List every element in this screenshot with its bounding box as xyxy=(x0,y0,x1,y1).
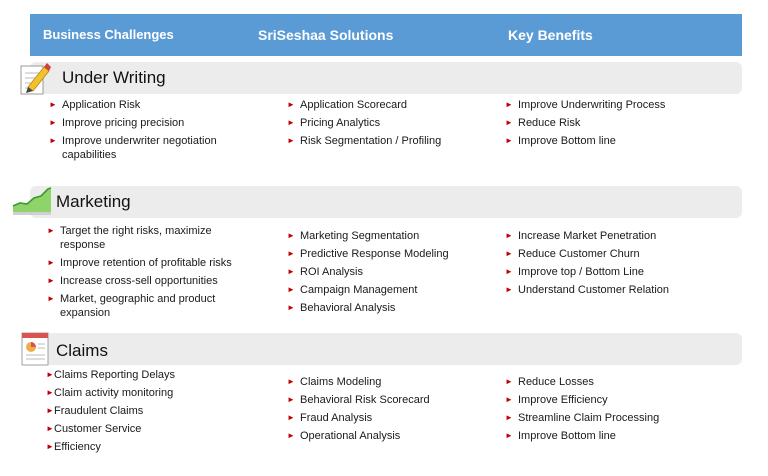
list-item: ► Application Risk xyxy=(49,99,141,111)
list-item: ► Streamline Claim Processing xyxy=(505,412,660,424)
bullet-icon: ► xyxy=(287,118,295,127)
challenges-list-marketing xyxy=(46,224,256,324)
list-item: ► Claims Modeling xyxy=(287,376,382,388)
benefits-list-underwriting xyxy=(504,98,734,152)
bullet-icon: ► xyxy=(47,276,55,285)
bullet-icon: ► xyxy=(287,267,295,276)
bullet-icon: ► xyxy=(505,431,513,440)
bullet-icon: ► xyxy=(47,258,55,267)
bullet-icon: ► xyxy=(505,285,513,294)
header-business-challenges: Business Challenges xyxy=(43,27,174,42)
challenges-list-underwriting xyxy=(48,98,258,166)
section-band-claims xyxy=(30,333,742,365)
list-item: ► Increase cross-sell opportunities xyxy=(47,275,218,287)
bullet-icon: ► xyxy=(505,395,513,404)
list-item: ► Improve underwriter negotiation capabilities xyxy=(49,135,217,161)
bullet-icon: ► xyxy=(47,226,55,235)
bullet-icon: ► xyxy=(505,377,513,386)
list-item: ► Reduce Risk xyxy=(505,117,581,129)
list-item: ► Pricing Analytics xyxy=(287,117,381,129)
list-item: ► Increase Market Penetration xyxy=(505,230,657,242)
bullet-icon: ► xyxy=(505,249,513,258)
bullet-icon: ► xyxy=(46,424,54,433)
list-item: ► Improve retention of profitable risks xyxy=(47,257,232,269)
solutions-list-claims xyxy=(286,375,496,447)
bullet-icon: ► xyxy=(287,285,295,294)
bullet-icon: ► xyxy=(46,370,54,379)
list-item: ► Improve Bottom line xyxy=(505,135,616,147)
list-item: ► Fraudulent Claims xyxy=(46,405,144,417)
list-item: ► Target the right risks, maximize response xyxy=(47,225,212,251)
bullet-icon: ► xyxy=(505,136,513,145)
bullet-icon: ► xyxy=(46,388,54,397)
bullet-icon: ► xyxy=(46,442,54,451)
list-item: ► Application Scorecard xyxy=(287,99,408,111)
list-item: ► Reduce Losses xyxy=(505,376,594,388)
header-key-benefits: Key Benefits xyxy=(508,27,593,43)
bullet-icon: ► xyxy=(287,413,295,422)
header-solutions: SriSeshaa Solutions xyxy=(258,27,394,43)
bullet-icon: ► xyxy=(49,136,57,145)
bullet-icon: ► xyxy=(49,100,57,109)
bullet-icon: ► xyxy=(287,231,295,240)
table-header xyxy=(30,14,742,56)
bullet-icon: ► xyxy=(505,413,513,422)
list-item: ► Efficiency xyxy=(46,441,101,453)
list-item: ► Risk Segmentation / Profiling xyxy=(287,135,442,147)
list-item: ► Marketing Segmentation xyxy=(287,230,420,242)
list-item: ► Behavioral Analysis xyxy=(287,302,396,314)
bullet-icon: ► xyxy=(505,231,513,240)
list-item: ► Understand Customer Relation xyxy=(505,284,670,296)
list-item: ► Reduce Customer Churn xyxy=(505,248,640,260)
section-title-underwriting: Under Writing xyxy=(62,68,166,87)
list-item: ► ROI Analysis xyxy=(287,266,363,278)
list-item: ► Behavioral Risk Scorecard xyxy=(287,394,430,406)
solutions-list-underwriting xyxy=(286,98,496,152)
list-item: ► Claims Reporting Delays xyxy=(46,369,176,381)
section-title-claims: Claims xyxy=(56,341,108,360)
bullet-icon: ► xyxy=(47,294,55,303)
report-document-icon xyxy=(20,331,52,367)
list-item: ► Improve top / Bottom Line xyxy=(505,266,644,278)
list-item: ► Improve Underwriting Process xyxy=(505,99,666,111)
bullet-icon: ► xyxy=(287,303,295,312)
list-item: ► Predictive Response Modeling xyxy=(287,248,449,260)
solutions-list-marketing xyxy=(286,229,496,319)
section-band-marketing xyxy=(30,186,742,218)
list-item: ► Improve Bottom line xyxy=(505,430,616,442)
bullet-icon: ► xyxy=(287,136,295,145)
bullet-icon: ► xyxy=(287,395,295,404)
bullet-icon: ► xyxy=(505,118,513,127)
benefits-list-claims xyxy=(504,375,734,447)
challenges-list-claims xyxy=(46,368,256,458)
list-item: ► Improve Efficiency xyxy=(505,394,608,406)
bullet-icon: ► xyxy=(287,431,295,440)
list-item: ► Campaign Management xyxy=(287,284,418,296)
bullet-icon: ► xyxy=(49,118,57,127)
bullet-icon: ► xyxy=(287,100,295,109)
benefits-list-marketing xyxy=(504,229,734,301)
list-item: ► Improve pricing precision xyxy=(49,117,185,129)
bullet-icon: ► xyxy=(505,100,513,109)
list-item: ► Market, geographic and product expansion xyxy=(47,293,216,319)
growth-chart-icon xyxy=(12,184,52,216)
bullet-icon: ► xyxy=(287,249,295,258)
list-item: ► Fraud Analysis xyxy=(287,412,373,424)
bullet-icon: ► xyxy=(505,267,513,276)
bullet-icon: ► xyxy=(46,406,54,415)
section-title-marketing: Marketing xyxy=(56,192,131,211)
notepad-pencil-icon xyxy=(18,60,52,98)
bullet-icon: ► xyxy=(287,377,295,386)
list-item: ► Customer Service xyxy=(46,423,142,435)
list-item: ► Claim activity monitoring xyxy=(46,387,174,399)
list-item: ► Operational Analysis xyxy=(287,430,401,442)
